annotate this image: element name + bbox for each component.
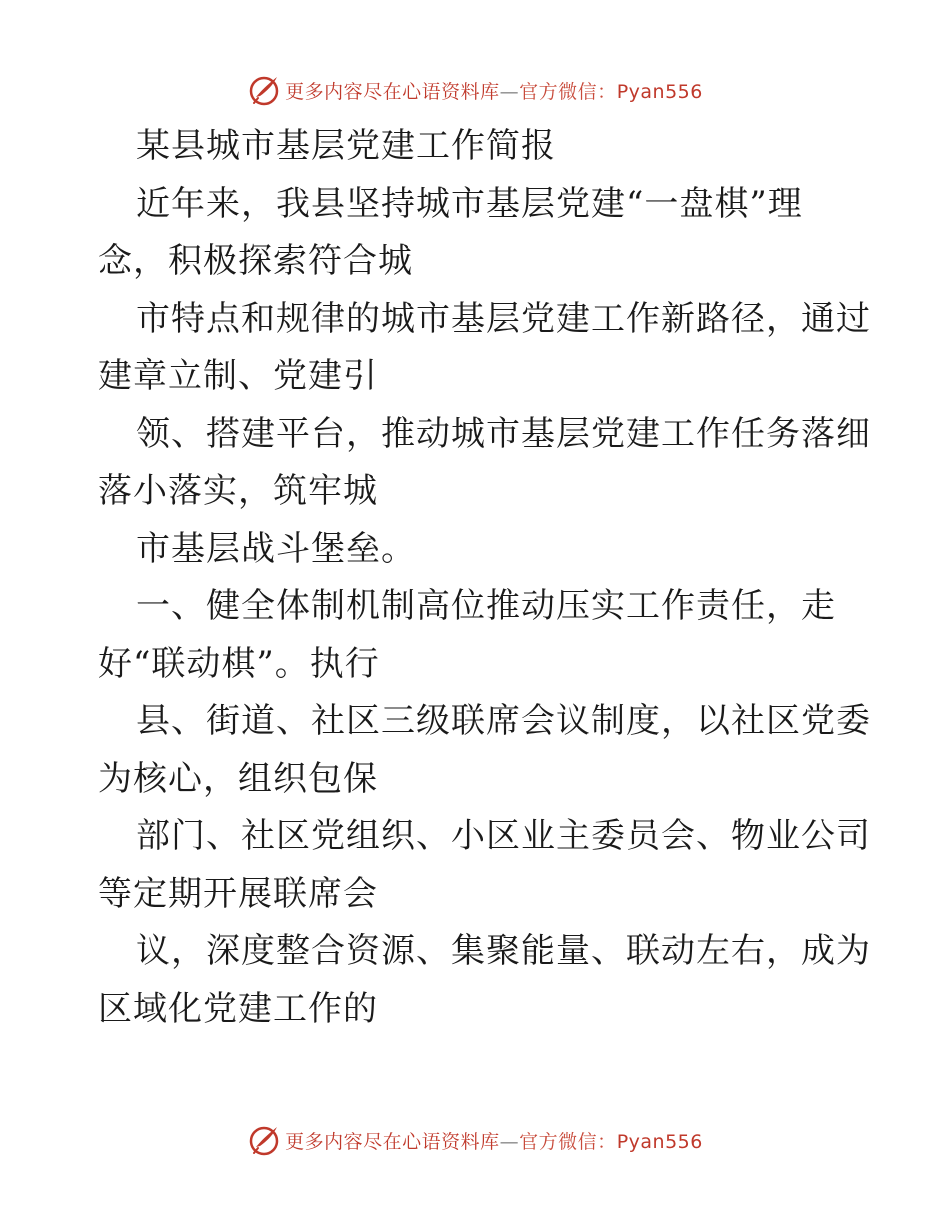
paragraph-line: 好“联动棋”。执行 (98, 643, 380, 684)
paragraph-line: 议，深度整合资源、集聚能量、联动左右，成为 (136, 931, 871, 971)
banner-wechat-label: 官方微信： (519, 80, 617, 103)
paragraph-line: 县、街道、社区三级联席会议制度，以社区党委 (136, 701, 871, 741)
banner-site-text: 更多内容尽在心语资料库 (285, 1130, 500, 1153)
paragraph-line: 市基层战斗堡垒。 (136, 528, 416, 569)
paragraph-line: 一、健全体制机制高位推动压实工作责任，走 (136, 586, 836, 626)
paragraph-line: 为核心，组织包保 (98, 758, 378, 799)
paragraph-line: 领、搭建平台，推动城市基层党建工作任务落细 (136, 413, 871, 454)
paragraph-line: 建章立制、党建引 (98, 356, 378, 396)
document-title: 某县城市基层党建工作简报 (136, 126, 556, 166)
paragraph-line: 落小落实，筑牢城 (98, 471, 378, 511)
banner-text (285, 77, 703, 104)
banner-text (285, 1127, 703, 1154)
banner-site-text: 更多内容尽在心语资料库 (285, 80, 500, 103)
paragraph-line: 近年来，我县坚持城市基层党建“一盘棋”理 (136, 183, 803, 224)
banner-wechat-id: Pyan556 (616, 80, 703, 103)
footer-watermark-banner (0, 1120, 950, 1160)
paragraph-line: 念，积极探索符合城 (98, 241, 413, 281)
paragraph-line: 市特点和规律的城市基层党建工作新路径，通过 (136, 298, 871, 339)
quill-logo-icon (247, 73, 281, 107)
quill-logo-icon (247, 1123, 281, 1157)
paragraph-line: 等定期开展联席会 (98, 873, 378, 914)
paragraph-line: 区域化党建工作的 (98, 988, 378, 1029)
banner-dash: — (499, 1130, 520, 1153)
banner-wechat-label: 官方微信： (519, 1130, 617, 1153)
banner-wechat-id: Pyan556 (616, 1130, 703, 1153)
document-body (98, 118, 871, 1038)
paragraph-line: 部门、社区党组织、小区业主委员会、物业公司 (136, 816, 871, 856)
banner-dash: — (499, 80, 520, 103)
header-watermark-banner (0, 70, 950, 110)
